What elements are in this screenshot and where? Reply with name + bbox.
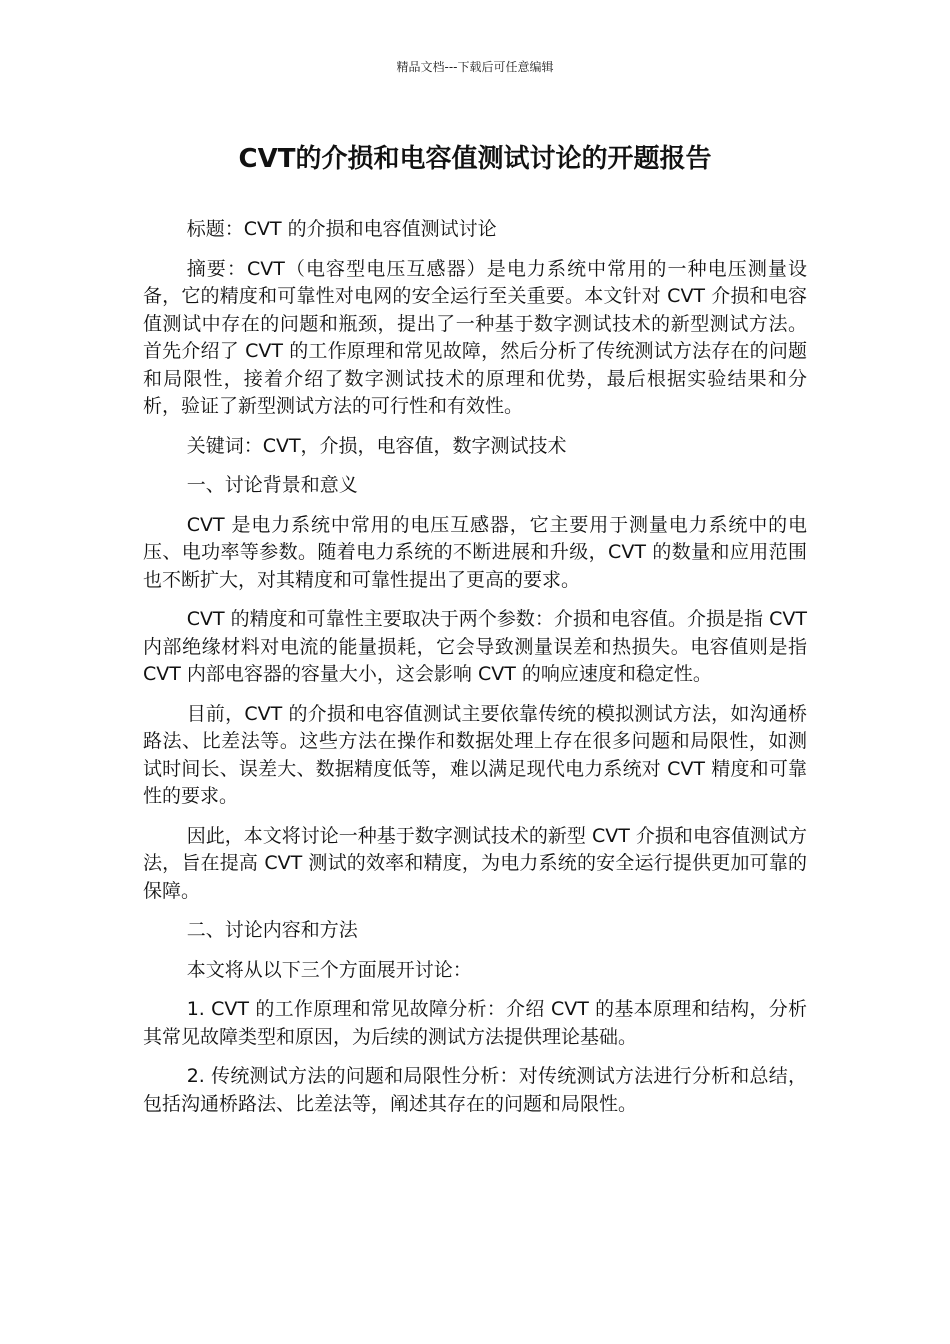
paragraph-content-intro: 本文将从以下三个方面展开讨论： [186, 958, 472, 981]
paragraph-background-3: 目前，CVT 的介损和电容值测试主要依靠传统的模拟测试方法，如沟通桥路法、比差法等。这些方法在操作和数据处理上存在很多问题和局限性，如测试时间长、误差大、数据精度低等，难以满足现代电力系统对 CVT 精度和可靠性的要求。 [143, 702, 807, 807]
list-item-2: 2. 传统测试方法的问题和局限性分析：对传统测试方法进行分析和总结，包括沟通桥路法、比差法等，阐述其存在的问题和局限性。 [143, 1065, 807, 1115]
list-item-1: 1. CVT 的工作原理和常见故障分析：介绍 CVT 的基本原理和结构，分析其常见故障类型和原因，为后续的测试方法提供理论基础。 [143, 998, 807, 1048]
paragraph-subject: 标题：CVT 的介损和电容值测试讨论 [186, 218, 497, 240]
page-header-note: 精品文档---下载后可任意编辑 [396, 60, 554, 74]
paragraph-background-4: 因此，本文将讨论一种基于数字测试技术的新型 CVT 介损和电容值测试方法，旨在提高 CVT 测试的效率和精度，为电力系统的安全运行提供更加可靠的保障。 [143, 824, 807, 902]
paragraph-keywords: 关键词：CVT，介损，电容值，数字测试技术 [186, 434, 567, 457]
paragraph-background-2: CVT 的精度和可靠性主要取决于两个参数：介损和电容值。介损是指 CVT 内部绝缘材料对电流的能量损耗，它会导致测量误差和热损失。电容值则是指 CVT 内部电容器的容量大小，这会影响 CVT 的响应速度和稳定性。 [143, 608, 807, 685]
paragraph-abstract: 摘要：CVT（电容型电压互感器）是电力系统中常用的一种电压测量设备，它的精度和可靠性对电网的安全运行至关重要。本文针对 CVT 介损和电容值测试中存在的问题和瓶颈，提出了一种基于数字测试技术的新型测试方法。首先介绍了 CVT 的工作原理和常见故障，然后分析了传统测试方法存在的问题和局限性，接着介绍了数字测试技术的原理和优势，最后根据实验结果和分析，验证了新型测试方法的可行性和有效性。 [143, 257, 807, 417]
document-body [143, 216, 807, 1130]
section-heading-content: 二、讨论内容和方法 [186, 919, 358, 941]
document-title: CVT的介损和电容值测试讨论的开题报告 [238, 144, 712, 174]
paragraph-background-1: CVT 是电力系统中常用的电压互感器，它主要用于测量电力系统中的电压、电功率等参数。随着电力系统的不断进展和升级，CVT 的数量和应用范围也不断扩大，对其精度和可靠性提出了更高的要求。 [143, 513, 807, 591]
section-heading-background: 一、讨论背景和意义 [186, 474, 358, 496]
